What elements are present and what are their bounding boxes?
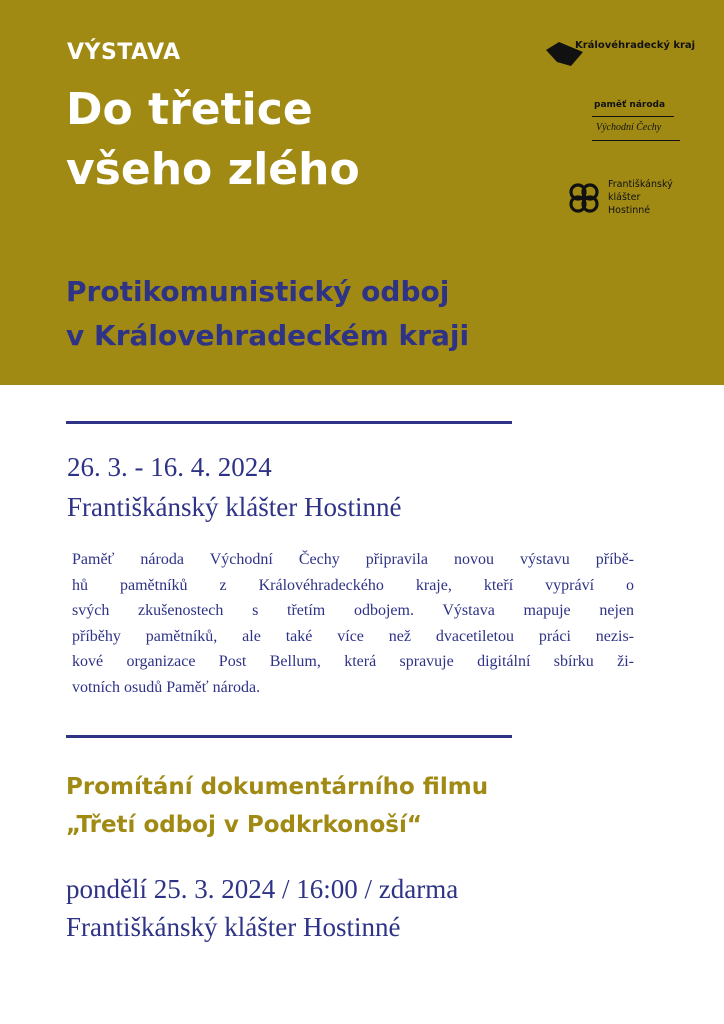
exhibition-info (67, 447, 401, 527)
description-line: hů pamětníků z Královéhradeckého kraje, kteří vypráví o (72, 576, 634, 594)
screening-datetime: pondělí 25. 3. 2024 / 16:00 / zdarma (66, 874, 459, 904)
logo-divider (592, 140, 680, 141)
kicker-label: VÝSTAVA (67, 40, 181, 65)
exhibition-title (66, 80, 360, 200)
knot-icon (566, 180, 602, 216)
klaster-hostinne-logo (566, 178, 696, 218)
subtitle-line: v Královehradeckém kraji (66, 319, 470, 352)
exhibition-venue: Františkánský klášter Hostinné (67, 492, 402, 522)
pamet-naroda-logo (592, 100, 687, 150)
section-divider (66, 421, 512, 424)
logo-label: Královéhradecký kraj (575, 40, 696, 51)
title-line: všeho zlého (66, 144, 360, 195)
screening-heading-line: Promítání dokumentárního filmu (66, 774, 489, 800)
logo-line: Františkánský (608, 179, 673, 190)
screening-venue: Františkánský klášter Hostinné (66, 912, 401, 942)
subtitle-line: Protikomunistický odboj (66, 275, 450, 308)
kralovehradecky-kraj-logo (545, 36, 705, 72)
section-divider (66, 735, 512, 738)
logo-region: Východní Čechy (596, 122, 662, 133)
header-banner (0, 0, 724, 385)
logo-divider (592, 116, 674, 117)
exhibition-subtitle (66, 270, 469, 358)
screening-heading (66, 768, 488, 844)
description-line: votních osudů Paměť národa. (72, 678, 261, 696)
screening-heading-line: „Třetí odboj v Podkrkonoší“ (66, 812, 422, 838)
description-line: kové organizace Post Bellum, která spravuje digitální sbírku ži- (72, 653, 634, 670)
title-line: Do třetice (66, 84, 313, 135)
logo-label: paměť národa (594, 100, 666, 110)
exhibition-dates: 26. 3. - 16. 4. 2024 (67, 452, 272, 482)
logo-line: klášter (608, 192, 641, 203)
logo-line: Hostinné (608, 205, 651, 216)
exhibition-description (72, 547, 634, 700)
screening-info (66, 870, 458, 946)
description-line: svých zkušenostech s třetím odbojem. Výstava mapuje nejen (72, 602, 634, 619)
description-line: příběhy pamětníků, ale také více než dvacetiletou práci nezis- (72, 627, 634, 645)
description-line: Paměť národa Východní Čechy připravila novou výstavu příbě- (72, 551, 634, 568)
